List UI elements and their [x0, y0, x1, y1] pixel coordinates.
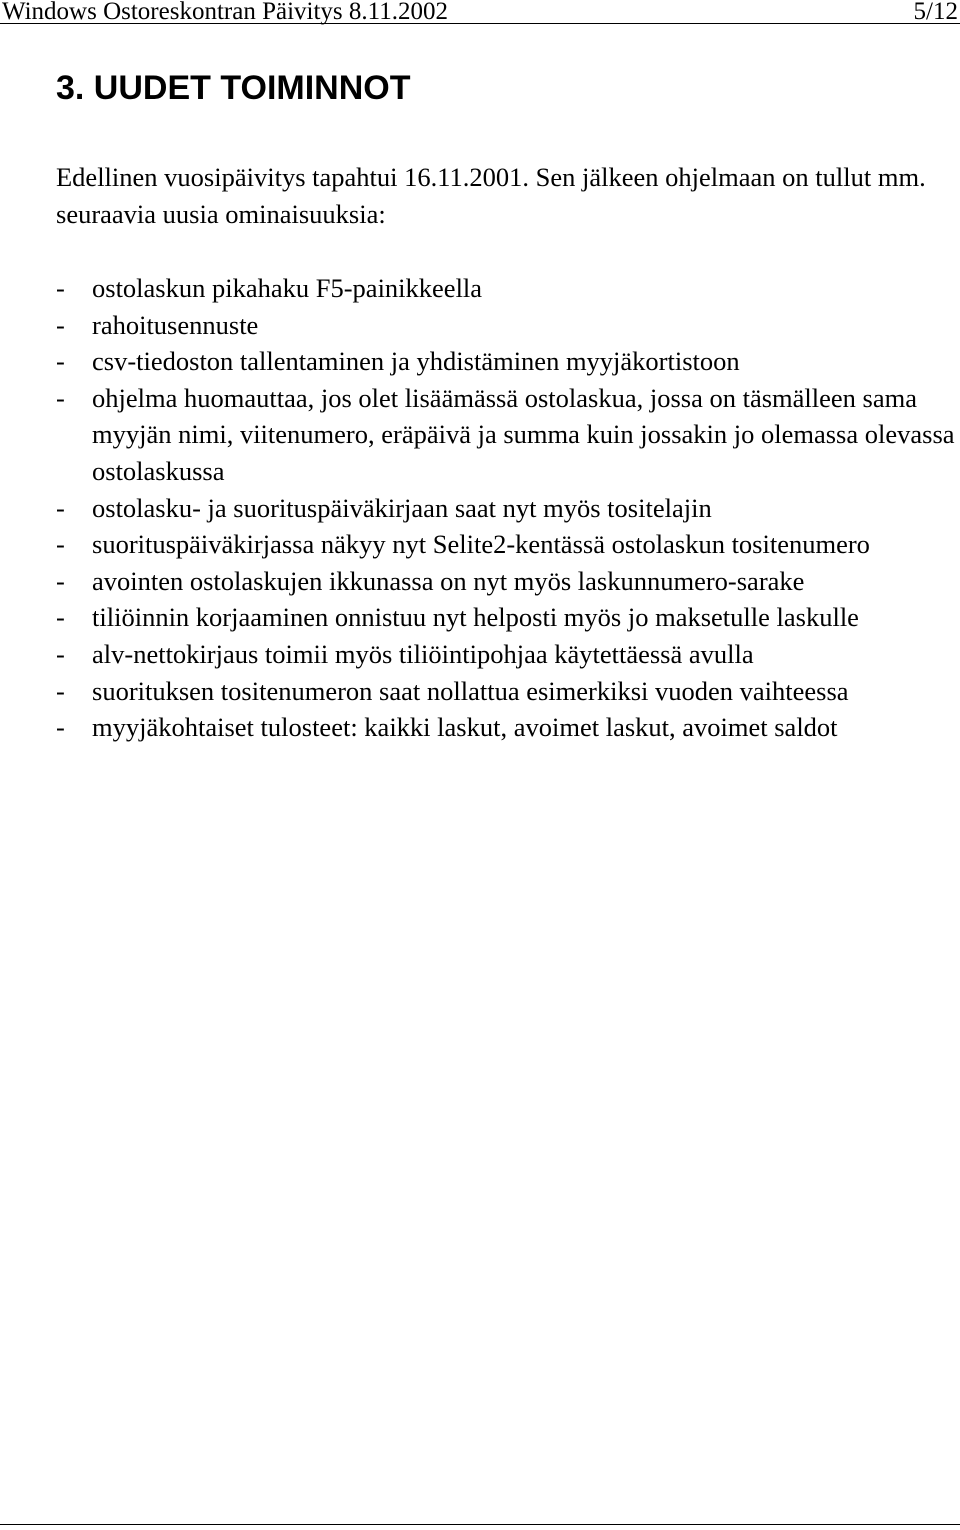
document-title: Windows Ostoreskontran Päivitys 8.11.2002 [2, 0, 448, 25]
list-item-text: avointen ostolaskujen ikkunassa on nyt myös laskunnumero-sarake [92, 565, 805, 596]
list-item [56, 270, 956, 307]
list-item-text: csv-tiedoston tallentaminen ja yhdistäminen myyjäkortistoon [92, 346, 740, 377]
section-title: 3. UUDET TOIMINNOT [56, 69, 411, 107]
list-item [56, 599, 956, 636]
list-dash: - [56, 273, 65, 303]
list-item [56, 490, 956, 527]
list-dash: - [56, 638, 65, 669]
list-dash: - [56, 492, 65, 523]
list-item-text: ohjelma huomauttaa, jos olet lisäämässä ostolaskua, jossa on täsmälleen sama myyjän nimi, viitenumero, eräpäivä ja summa kuin jossakin jo olemassa olevassa ostolaskussa [92, 382, 955, 486]
list-item [56, 563, 956, 600]
list-item-text: myyjäkohtaiset tulosteet: kaikki laskut, avoimet laskut, avoimet saldot [92, 712, 838, 743]
list-item [56, 709, 956, 746]
page-header [0, 0, 960, 24]
list-dash: - [56, 346, 65, 377]
list-item-text: ostolasku- ja suorituspäiväkirjaan saat nyt myös tositelajin [92, 492, 712, 523]
list-item [56, 343, 956, 380]
list-item [56, 307, 956, 344]
list-item [56, 526, 956, 563]
list-dash: - [56, 382, 65, 413]
list-dash: - [56, 675, 65, 706]
list-dash: - [56, 602, 65, 633]
list-dash: - [56, 712, 65, 743]
page-number: 5/12 [913, 0, 958, 25]
feature-list [56, 270, 956, 746]
list-item-text: rahoitusennuste [92, 309, 259, 340]
list-item-text: ostolaskun pikahaku F5-painikkeella [92, 273, 483, 303]
list-item-text: alv-nettokirjaus toimii myös tiliöintipohjaa käytettäessä avulla [92, 638, 754, 669]
list-dash: - [56, 309, 65, 340]
list-dash: - [56, 529, 65, 560]
intro-paragraph: Edellinen vuosipäivitys tapahtui 16.11.2001. Sen jälkeen ohjelmaan on tullut mm. seuraavia uusia ominaisuuksia: [56, 162, 926, 229]
list-item-text: tiliöinnin korjaaminen onnistuu nyt helposti myös jo maksetulle laskulle [92, 602, 859, 633]
list-item [56, 673, 956, 710]
footer-rule [0, 1524, 960, 1525]
list-item-text: suorituspäiväkirjassa näkyy nyt Selite2-kentässä ostolaskun tositenumero [92, 529, 870, 560]
list-item [56, 380, 956, 490]
list-dash: - [56, 565, 65, 596]
list-item [56, 636, 956, 673]
list-item-text: suorituksen tositenumeron saat nollattua esimerkiksi vuoden vaihteessa [92, 675, 849, 706]
